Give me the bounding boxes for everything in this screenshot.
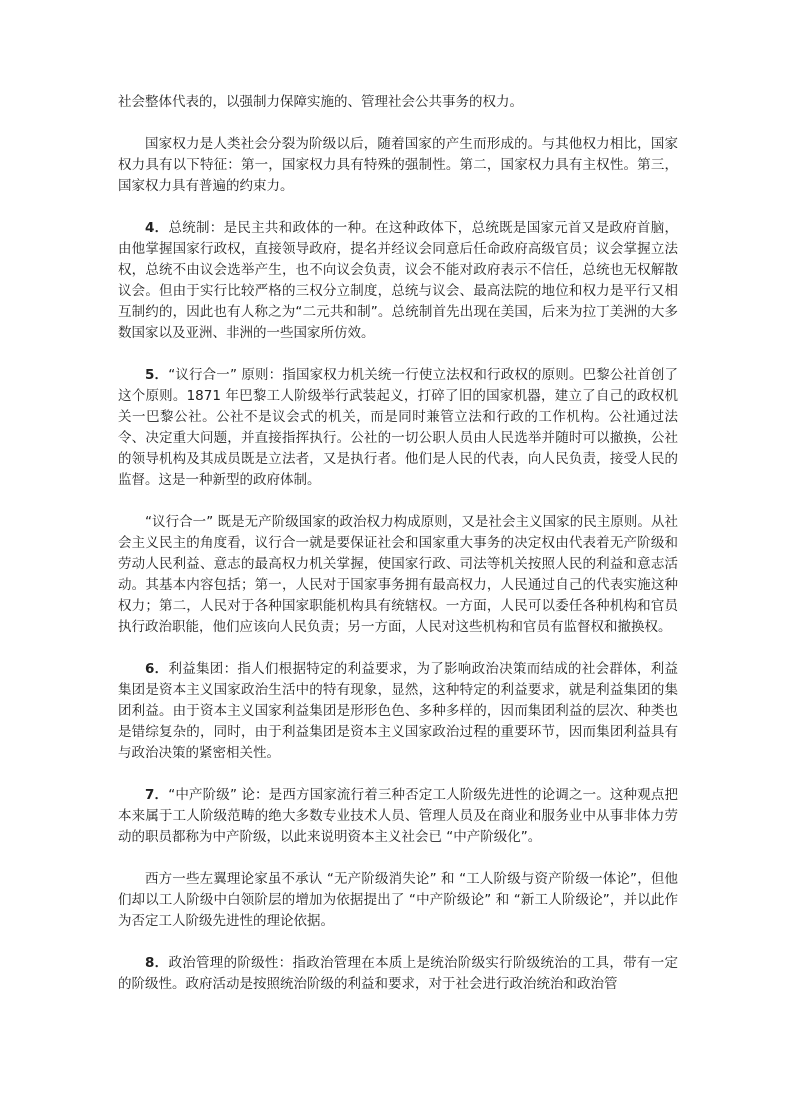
- paragraph-middle-class: 7．“中产阶级” 论：是西方国家流行着三种否定工人阶级先进性的论调之一。这种观点把本来属于工人阶级范畴的绝大多数专业技术人员、管理人员及在商业和服务业中从事非体力劳动的职员都称为中产阶级，以此来说明资本主义社会已 “中产阶级化”。: [118, 787, 678, 845]
- paragraph-state-power: 国家权力是人类社会分裂为阶级以后，随着国家的产生而形成的。与其他权力相比，国家权力具有以下特征：第一，国家权力具有特殊的强制性。第二，国家权力具有主权性。第三，国家权力具有普遍的约束力。: [118, 136, 678, 194]
- paragraph-interest-groups: 6．利益集团：指人们根据特定的利益要求，为了影响政治决策而结成的社会群体，利益集团是资本主义国家政治生活中的特有现象，显然，这种特定的利益要求，就是利益集团的集团利益。由于资本主义国家利益集团是形形色色、多种多样的，因而集团利益的层次、种类也是错综复杂的，同时，由于利益集团是资本主义国家政治过程的重要环节，因而集团利益具有与政治决策的紧密相关性。: [118, 661, 678, 761]
- paragraph-combined-powers-detail: “议行合一” 既是无产阶级国家的政治权力构成原则，又是社会主义国家的民主原则。从社会主义民主的角度看，议行合一就是要保证社会和国家重大事务的决定权由代表着无产阶级和劳动人民利益、意志的最高权力机关掌握，使国家行政、司法等机关按照人民的利益和意志活动。其基本内容包括；第一，人民对于国家事务拥有最高权力，人民通过自己的代表实施这种权力；第二，人民对于各种国家职能机构具有统辖权。一方面，人民可以委任各种机构和官员执行政治职能，他们应该向人民负责；另一方面，人民对这些机构和官员有监督权和撤换权。: [118, 514, 678, 635]
- item-number: 4．: [145, 220, 169, 236]
- paragraph-left-theorists: 西方一些左翼理论家虽不承认 “无产阶级消失论” 和 “工人阶级与资产阶级一体论”，但他们却以工人阶级中白领阶层的增加为依据提出了 “中产阶级论” 和 “新工人阶级论”，并以此作为否定工人阶级先进性的理论依据。: [118, 871, 678, 929]
- document-body: [118, 92, 678, 1016]
- paragraph-combined-powers: 5．“议行合一” 原则：指国家权力机关统一行使立法权和行政权的原则。巴黎公社首创了这个原则。1871 年巴黎工人阶级举行武装起义，打碎了旧的国家机器，建立了自己的政权机关一巴黎公社。公社不是议会式的机关，而是同时兼管立法和行政的工作机构。公社通过法令、决定重大问题，并直接指挥执行。公社的一切公职人员由人民选举并随时可以撤换，公社的领导机构及其成员既是立法者，又是执行者。他们是人民的代表，向人民负责，接受人民的监督。这是一种新型的政府体制。: [118, 367, 678, 488]
- item-number: 5．: [145, 367, 169, 383]
- paragraph-presidential-system: 4．总统制：是民主共和政体的一种。在这种政体下，总统既是国家元首又是政府首脑，由他掌握国家行政权，直接领导政府，提名并经议会同意后任命政府高级官员；议会掌握立法权，总统不由议会选举产生，也不向议会负责，议会不能对政府表示不信任，总统也无权解散议会。但由于实行比较严格的三权分立制度，总统与议会、最高法院的地位和权力是平行又相互制约的，因此也有人称之为“二元共和制”。总统制首先出现在美国，后来为拉丁美洲的大多数国家以及亚洲、非洲的一些国家所仿效。: [118, 220, 678, 341]
- item-number: 8．: [145, 955, 169, 971]
- item-number: 6．: [145, 661, 169, 677]
- item-number: 7．: [145, 787, 169, 803]
- paragraph-class-nature: 8．政治管理的阶级性：指政治管理在本质上是统治阶级实行阶级统治的工具，带有一定的阶级性。政府活动是按照统治阶级的利益和要求，对于社会进行政治统治和政治管: [118, 955, 678, 992]
- paragraph-continuation: 社会整体代表的，以强制力保障实施的、管理社会公共事务的权力。: [118, 94, 523, 110]
